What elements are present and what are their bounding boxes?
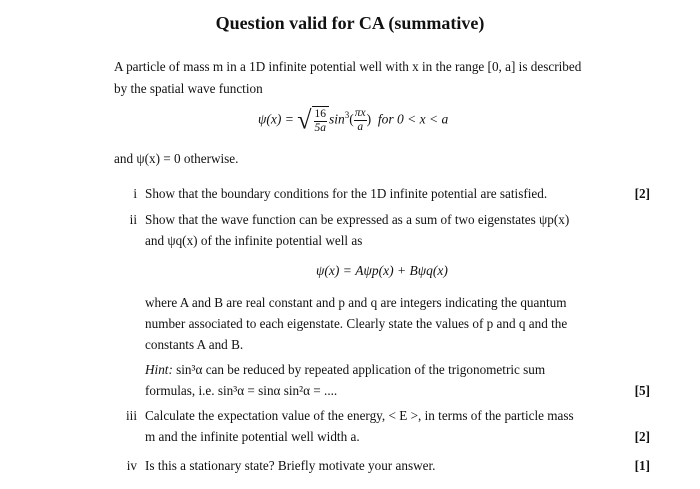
intro-line-1: A particle of mass m in a 1D infinite potential well with x in the range [0, a] is described bbox=[114, 59, 582, 74]
sqrt-numerator: 16 bbox=[314, 108, 327, 120]
item-text: where A and B are real constant and p and q are integers indicating the quantum bbox=[145, 295, 567, 310]
item-text: Show that the wave function can be expressed as a sum of two eigenstates ψp(x) bbox=[145, 212, 570, 227]
sin-function: sin bbox=[329, 111, 345, 127]
hint-text: sin³α can be reduced by repeated application of the trigonometric sum bbox=[176, 362, 546, 377]
item-text: and ψq(x) of the infinite potential well as bbox=[145, 233, 363, 248]
sin-power: 3 bbox=[344, 110, 350, 121]
item-label: iv bbox=[126, 458, 137, 473]
hint-line-2: formulas, i.e. sin³α = sinα sin²α = .... bbox=[145, 383, 338, 398]
item-mark: [1] bbox=[634, 458, 650, 473]
eigenstate-sum-equation bbox=[316, 263, 448, 279]
page-title: Question valid for CA (summative) bbox=[215, 13, 485, 33]
item-text: m and the infinite potential well width a. bbox=[145, 429, 360, 444]
item-label: ii bbox=[129, 212, 137, 227]
hint-label: Hint: bbox=[145, 362, 173, 377]
otherwise-line: and ψ(x) = 0 otherwise. bbox=[114, 151, 239, 166]
item-label: iii bbox=[126, 408, 137, 423]
wavefunction-equation: ψ(x) = √ $\frac{16}{5a}$ $\sin^3$( $\frac{\pi x}{a}$ ) for 0 < x < a bbox=[258, 105, 449, 135]
item-mark: [5] bbox=[634, 383, 650, 398]
arg-numerator: πx bbox=[354, 107, 366, 119]
item-text: number associated to each eigenstate. Clearly state the values of p and q and the bbox=[145, 316, 568, 331]
item-mark: [2] bbox=[634, 429, 650, 444]
sqrt-term: √ $\frac{16}{5a}$ bbox=[297, 106, 329, 135]
item-text: constants A and B. bbox=[145, 337, 244, 352]
eigenstate-sum-text: ψ(x) = Aψp(x) + Bψq(x) bbox=[316, 263, 448, 278]
hint-line-1 bbox=[145, 359, 650, 380]
item-label: i bbox=[133, 186, 137, 201]
item-text: Is this a stationary state? Briefly motivate your answer. bbox=[145, 458, 436, 473]
wavefunction-lhs: ψ(x) = bbox=[258, 111, 294, 127]
arg-denominator: a bbox=[357, 121, 364, 133]
wavefunction-condition: for 0 < x < a bbox=[377, 111, 449, 127]
item-text: Show that the boundary conditions for the 1D infinite potential are satisfied. bbox=[145, 186, 548, 201]
sqrt-denominator: 5a bbox=[314, 122, 327, 134]
intro-line-2: by the spatial wave function bbox=[114, 81, 263, 96]
item-mark: [2] bbox=[634, 186, 650, 201]
item-text: Calculate the expectation value of the energy, < E >, in terms of the particle mass bbox=[145, 408, 574, 423]
